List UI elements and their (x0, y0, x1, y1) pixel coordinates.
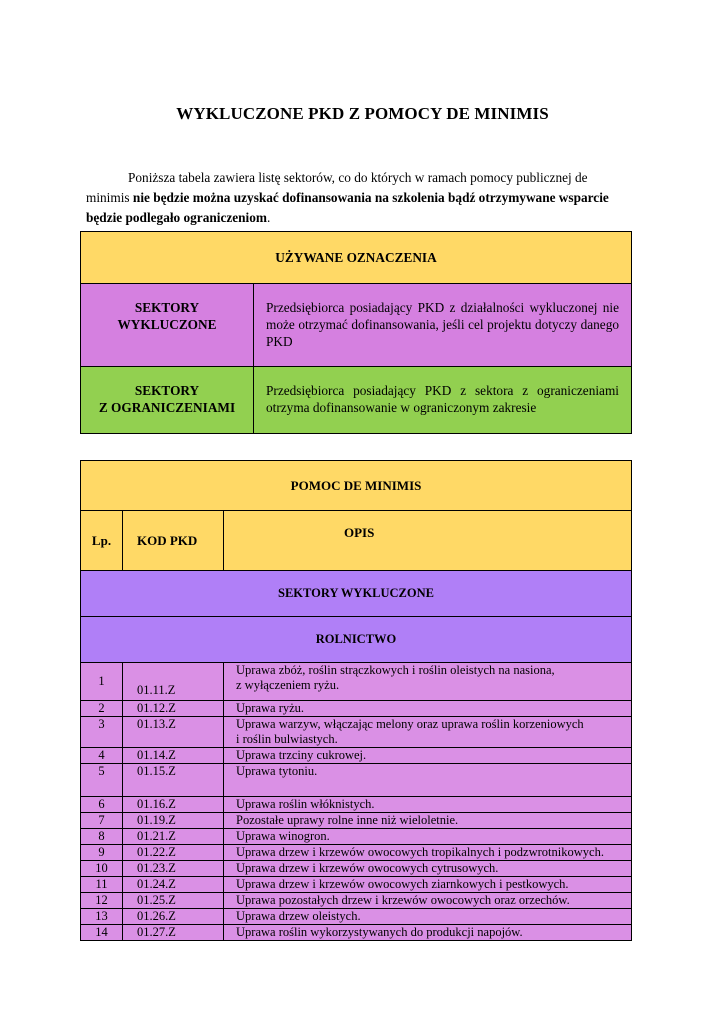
row-kod: 01.27.Z (123, 925, 224, 941)
table-row (81, 717, 632, 748)
row-opis-line: Uprawa pozostałych drzew i krzewów owocowych oraz orzechów. (236, 893, 570, 907)
table-row (81, 861, 632, 877)
row-kod: 01.24.Z (123, 877, 224, 893)
legend-excluded-desc: Przedsiębiorca posiadający PKD z działalności wykluczonej nie może otrzymać dofinansowania, jeśli cel projektu dotyczy danego PKD (254, 284, 632, 367)
table-row (81, 663, 632, 701)
row-opis-line: Uprawa tytoniu. (236, 764, 318, 778)
row-opis (224, 877, 632, 893)
row-opis-line: Uprawa drzew i krzewów owocowych ziarnkowych i pestkowych. (236, 877, 569, 891)
row-kod: 01.26.Z (123, 909, 224, 925)
row-opis (224, 797, 632, 813)
legend-limited-key-line1: SEKTORY (134, 383, 200, 398)
row-lp: 3 (81, 717, 123, 748)
row-lp: 5 (81, 764, 123, 797)
row-opis (224, 909, 632, 925)
row-opis-line: Uprawa roślin włóknistych. (236, 797, 375, 811)
row-opis (224, 813, 632, 829)
legend-table (80, 231, 632, 434)
row-opis-line: Uprawa drzew i krzewów owocowych tropikalnych i podzwrotnikowych. (236, 845, 604, 859)
intro-text: Poniższa tabela zawiera listę sektorów, co do których w ramach pomocy publicznej de minimis (86, 170, 588, 205)
intro-end: . (266, 210, 271, 225)
row-opis (224, 925, 632, 941)
row-opis-line: Pozostałe uprawy rolne inne niż wieloletnie. (236, 813, 459, 827)
row-lp: 7 (81, 813, 123, 829)
row-kod: 01.19.Z (123, 813, 224, 829)
row-lp: 9 (81, 845, 123, 861)
legend-limited-key (81, 367, 254, 434)
row-lp: 12 (81, 893, 123, 909)
table-row (81, 845, 632, 861)
row-kod: 01.22.Z (123, 845, 224, 861)
row-lp: 2 (81, 701, 123, 717)
table-row (81, 925, 632, 941)
legend-excluded-key-line2: WYKLUCZONE (117, 317, 217, 332)
row-opis (224, 893, 632, 909)
intro-paragraph (86, 168, 634, 228)
legend-limited-key-line2: Z OGRANICZENIAMI (98, 400, 236, 415)
intro-bold-text: nie będzie można uzyskać dofinansowania na szkolenia bądź otrzymywane wsparcie będzie podlegało ograniczeniom (86, 190, 609, 225)
row-opis-line: Uprawa drzew i krzewów owocowych cytrusowych. (236, 861, 499, 875)
column-header-lp: Lp. (81, 511, 123, 571)
row-kod: 01.25.Z (123, 893, 224, 909)
row-lp: 8 (81, 829, 123, 845)
table-row (81, 877, 632, 893)
row-opis-line: Uprawa trzciny cukrowej. (236, 748, 367, 762)
pkd-table-header: POMOC DE MINIMIS (81, 461, 632, 511)
row-opis-line: z wyłączeniem ryżu. (236, 678, 340, 692)
row-lp: 14 (81, 925, 123, 941)
row-lp: 11 (81, 877, 123, 893)
row-opis (224, 764, 632, 797)
row-kod: 01.13.Z (123, 717, 224, 748)
table-row (81, 829, 632, 845)
pkd-table (80, 460, 632, 941)
row-lp: 6 (81, 797, 123, 813)
row-opis (224, 829, 632, 845)
table-row (81, 893, 632, 909)
row-opis-line: Uprawa zbóż, roślin strączkowych i roślin oleistych na nasiona, (236, 663, 555, 677)
legend-excluded-key (81, 284, 254, 367)
row-opis-line: i roślin bulwiastych. (236, 732, 338, 746)
section-excluded: SEKTORY WYKLUCZONE (81, 571, 632, 617)
row-kod: 01.16.Z (123, 797, 224, 813)
row-kod: 01.14.Z (123, 748, 224, 764)
row-lp: 1 (81, 663, 123, 701)
row-opis-line: Uprawa warzyw, włączając melony oraz uprawa roślin korzeniowych (236, 717, 584, 731)
subsection-rolnictwo: ROLNICTWO (81, 617, 632, 663)
column-header-opis: OPIS (224, 511, 632, 571)
table-row (81, 764, 632, 797)
row-opis (224, 701, 632, 717)
row-kod: 01.23.Z (123, 861, 224, 877)
table-row (81, 748, 632, 764)
row-opis-line: Uprawa drzew oleistych. (236, 909, 361, 923)
table-row (81, 909, 632, 925)
row-opis (224, 861, 632, 877)
legend-excluded-key-line1: SEKTORY (134, 300, 200, 315)
table-row (81, 813, 632, 829)
page-title: WYKLUCZONE PKD Z POMOCY DE MINIMIS (176, 104, 549, 123)
row-opis-line: Uprawa ryżu. (236, 701, 305, 715)
row-opis-line: Uprawa roślin wykorzystywanych do produkcji napojów. (236, 925, 523, 939)
table-row (81, 701, 632, 717)
row-lp: 4 (81, 748, 123, 764)
row-kod: 01.12.Z (123, 701, 224, 717)
legend-limited-desc: Przedsiębiorca posiadający PKD z sektora z ograniczeniami otrzyma dofinansowanie w ograniczonym zakresie (254, 367, 632, 434)
row-opis (224, 663, 632, 701)
pkd-rows (81, 663, 632, 941)
row-opis-line: Uprawa winogron. (236, 829, 330, 843)
column-header-kod: KOD PKD (123, 511, 224, 571)
row-opis (224, 748, 632, 764)
legend-header: UŻYWANE OZNACZENIA (81, 232, 632, 284)
row-kod: 01.21.Z (123, 829, 224, 845)
row-opis (224, 717, 632, 748)
row-lp: 13 (81, 909, 123, 925)
row-kod: 01.11.Z (123, 663, 224, 701)
row-kod: 01.15.Z (123, 764, 224, 797)
table-row (81, 797, 632, 813)
row-lp: 10 (81, 861, 123, 877)
row-opis (224, 845, 632, 861)
